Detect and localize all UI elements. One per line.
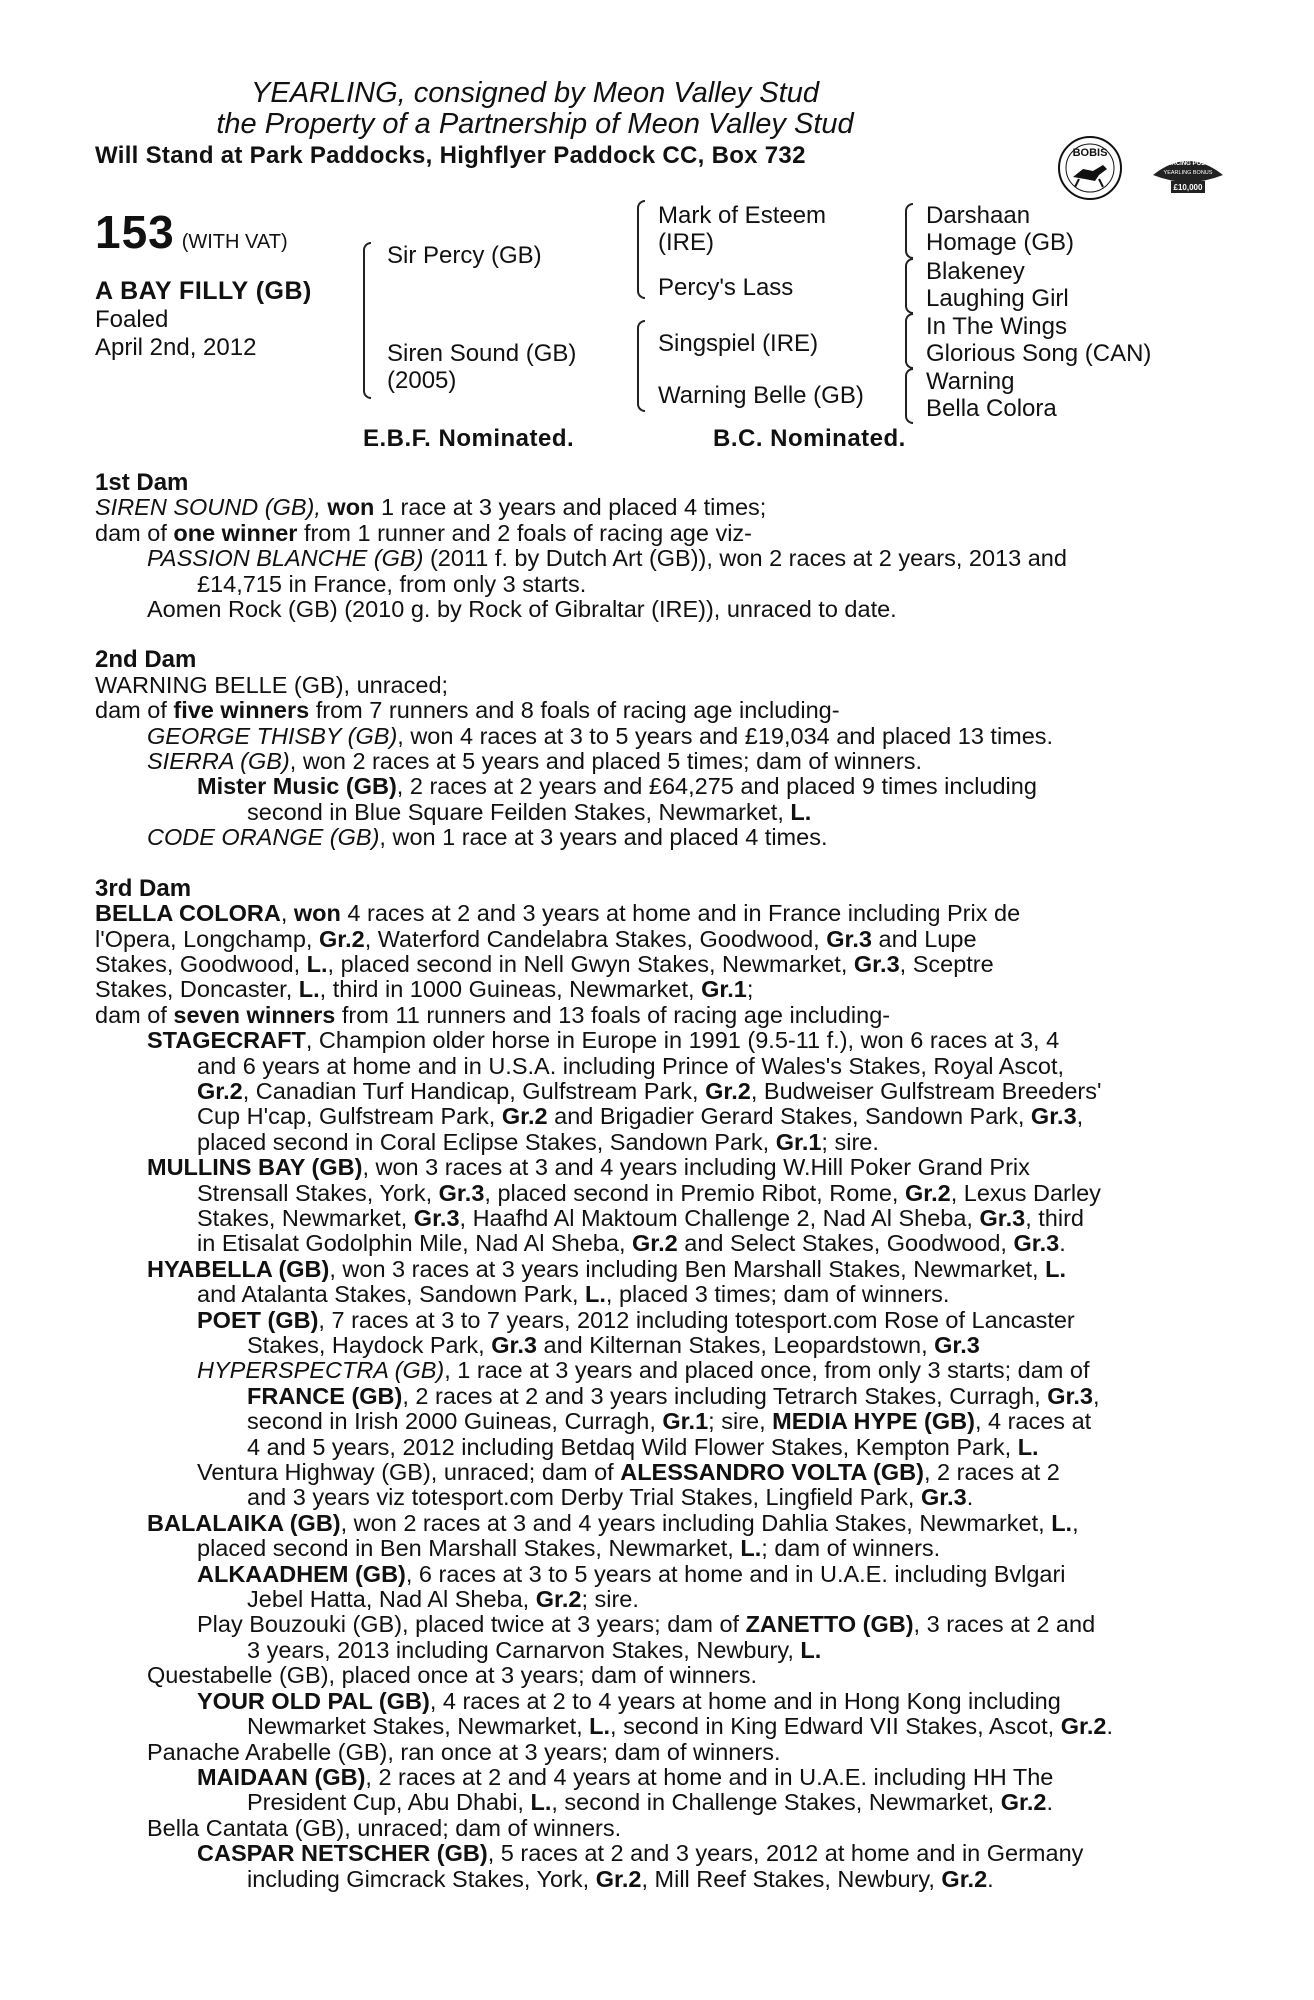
hyabella-1: HYABELLA (GB), won 3 races at 3 years including Ben Marshall Stakes, Newmarket, L. <box>147 1255 1066 1282</box>
mullins-bay-1: MULLINS BAY (GB), won 3 races at 3 and 4 years including W.Hill Poker Grand Prix <box>147 1154 1030 1181</box>
your-old-pal-1: YOUR OLD PAL (GB), 4 races at 2 to 4 years at home and in Hong Kong including <box>197 1687 1061 1714</box>
balalaika-1: BALALAIKA (GB), won 2 races at 3 and 4 years including Dahlia Stakes, Newmarket, L., <box>147 1509 1079 1536</box>
ebf-nominated: E.B.F. Nominated. <box>363 425 575 452</box>
stagecraft-5: placed second in Coral Eclipse Stakes, Sandown Park, Gr.1; sire. <box>197 1128 879 1155</box>
pedigree-g5: In The Wings <box>926 313 1067 340</box>
hyabella-2: and Atalanta Stakes, Sandown Park, L., placed 3 times; dam of winners. <box>197 1281 950 1308</box>
france-1: FRANCE (GB), 2 races at 2 and 3 years including Tetrarch Stakes, Curragh, Gr.3, <box>247 1382 1100 1409</box>
pedigree-g8: Bella Colora <box>926 395 1057 422</box>
stagecraft-2: and 6 years at home and in U.S.A. including Prince of Wales's Stakes, Royal Ascot, <box>197 1052 1065 1079</box>
pedigree-dam-sire: Singspiel (IRE) <box>658 330 819 357</box>
foaled-label: Foaled <box>95 306 169 333</box>
property-line: the Property of a Partnership of Meon Valley Stud <box>216 108 854 140</box>
poet-2: Stakes, Haydock Park, Gr.3 and Kilternan Stakes, Leopardstown, Gr.3 <box>247 1332 980 1358</box>
pedigree-brace-g34 <box>905 258 913 314</box>
second-dam-line-1: WARNING BELLE (GB), unraced; <box>95 671 449 698</box>
pedigree-brace-g12 <box>905 203 913 259</box>
third-dam-bc-3: Stakes, Goodwood, L., placed second in Nell Gwyn Stakes, Newmarket, Gr.3, Sceptre <box>95 950 994 977</box>
pedigree-g1: Darshaan <box>926 202 1031 229</box>
badge-yearling-bonus: YEARLING BONUS <box>1163 170 1213 176</box>
pedigree-g4: Laughing Girl <box>926 285 1069 312</box>
pedigree-g3: Blakeney <box>926 258 1025 285</box>
balalaika-2: placed second in Ben Marshall Stakes, Newmarket, L.; dam of winners. <box>197 1535 941 1562</box>
vat-note: (WITH VAT) <box>181 231 288 253</box>
poet-1: POET (GB), 7 races at 3 to 7 years, 2012 including totesport.com Rose of Lancaster <box>197 1306 1075 1333</box>
pedigree-sire-sire-1: Mark of Esteem <box>658 202 827 229</box>
header <box>95 78 1095 170</box>
pedigree-g6: Glorious Song (CAN) <box>926 340 1152 367</box>
third-dam-bc-1: BELLA COLORA, won 4 races at 2 and 3 years at home and in France including Prix de <box>95 900 1021 927</box>
third-dam-bc-2: l'Opera, Longchamp, Gr.2, Waterford Candelabra Stakes, Goodwood, Gr.3 and Lupe <box>95 925 977 952</box>
pedigree-sire-dam: Percy's Lass <box>658 274 794 301</box>
pedigree-brace-dam <box>637 320 645 412</box>
stagecraft-1: STAGECRAFT, Champion older horse in Europe in 1991 (9.5-11 f.), won 6 races at 3, 4 <box>147 1027 1060 1054</box>
alkaadhem-2: Jebel Hatta, Nad Al Sheba, Gr.2; sire. <box>247 1586 639 1613</box>
second-dam-heading: 2nd Dam <box>95 646 197 674</box>
bella-cantata: Bella Cantata (GB), unraced; dam of winners. <box>147 1814 622 1841</box>
maidaan-2: President Cup, Abu Dhabi, L., second in Challenge Stakes, Newmarket, Gr.2. <box>247 1789 1053 1816</box>
second-dam-line-5: Mister Music (GB), 2 races at 2 years and £64,275 and placed 9 times including <box>197 773 1037 800</box>
pedigree-g2: Homage (GB) <box>926 229 1075 256</box>
lot-info <box>95 205 312 362</box>
first-dam-line-4: £14,715 in France, from only 3 starts. <box>197 570 587 597</box>
pedigree-dam-dam: Warning Belle (GB) <box>658 382 864 409</box>
pedigree-dam-1: Siren Sound (GB) <box>387 340 577 367</box>
pedigree-dam-2: (2005) <box>387 367 457 394</box>
third-dam-bc-4: Stakes, Doncaster, L., third in 1000 Guineas, Newmarket, Gr.1; <box>95 976 754 1003</box>
badge-racing-post: RACING POST <box>1167 161 1209 167</box>
stagecraft-3: Gr.2, Canadian Turf Handicap, Gulfstream Park, Gr.2, Budweiser Gulfstream Breeders' <box>197 1077 1102 1104</box>
hyperspectra-1: HYPERSPECTRA (GB), 1 race at 3 years and placed once, from only 3 starts; dam of <box>197 1357 1090 1384</box>
pedigree-g7: Warning <box>926 368 1015 395</box>
mullins-bay-3: Stakes, Newmarket, Gr.3, Haafhd Al Maktoum Challenge 2, Nad Al Sheba, Gr.3, third <box>197 1204 1084 1231</box>
caspar-netscher-2: including Gimcrack Stakes, York, Gr.2, Mill Reef Stakes, Newbury, Gr.2. <box>247 1865 994 1892</box>
caspar-netscher-1: CASPAR NETSCHER (GB), 5 races at 2 and 3 years, 2012 at home and in Germany <box>197 1840 1084 1867</box>
pedigree-sire-sire-2: (IRE) <box>658 229 714 256</box>
play-bouzouki-1: Play Bouzouki (GB), placed twice at 3 years; dam of ZANETTO (GB), 3 races at 2 and <box>197 1611 1096 1638</box>
mullins-bay-2: Strensall Stakes, York, Gr.3, placed second in Premio Ribot, Rome, Gr.2, Lexus Darley <box>197 1179 1101 1206</box>
pedigree-sire: Sir Percy (GB) <box>387 242 542 269</box>
second-dam-line-4: SIERRA (GB), won 2 races at 5 years and placed 5 times; dam of winners. <box>147 748 922 775</box>
first-dam-line-2: dam of one winner from 1 runner and 2 foals of racing age viz- <box>95 519 752 546</box>
third-dam-damof: dam of seven winners from 11 runners and 13 foals of racing age including- <box>95 1001 891 1028</box>
france-3: 4 and 5 years, 2012 including Betdaq Wild Flower Stakes, Kempton Park, L. <box>247 1433 1039 1460</box>
questabelle: Questabelle (GB), placed once at 3 years; dam of winners. <box>147 1662 758 1689</box>
pedigree-body <box>95 470 1205 1892</box>
mullins-bay-4: in Etisalat Godolphin Mile, Nad Al Sheba, Gr.2 and Select Stakes, Goodwood, Gr.3. <box>197 1230 1066 1257</box>
pedigree-brace-g78 <box>905 368 913 424</box>
your-old-pal-2: Newmarket Stakes, Newmarket, L., second in King Edward VII Stakes, Ascot, Gr.2. <box>247 1713 1113 1740</box>
bobis-badge-icon <box>1055 133 1125 203</box>
badge-amount: £10,000 <box>1173 183 1203 192</box>
pedigree-brace-g56 <box>905 313 913 369</box>
yearling-bonus-badge-icon <box>1147 145 1229 201</box>
pedigree-brace-sire <box>637 200 645 299</box>
panache-arabelle: Panache Arabelle (GB), ran once at 3 years; dam of winners. <box>147 1738 781 1765</box>
second-dam-line-2: dam of five winners from 7 runners and 8 foals of racing age including- <box>95 697 840 724</box>
maidaan-1: MAIDAAN (GB), 2 races at 2 and 4 years at home and in U.A.E. including HH The <box>197 1763 1054 1790</box>
first-dam-line-5: Aomen Rock (GB) (2010 g. by Rock of Gibraltar (IRE)), unraced to date. <box>147 596 897 623</box>
bobis-badge-label: BOBIS <box>1072 147 1108 159</box>
third-dam-heading: 3rd Dam <box>95 874 192 902</box>
foaled-date: April 2nd, 2012 <box>95 334 257 361</box>
play-bouzouki-2: 3 years, 2013 including Carnarvon Stakes, Newbury, L. <box>247 1636 822 1663</box>
stagecraft-4: Cup H'cap, Gulfstream Park, Gr.2 and Brigadier Gerard Stakes, Sandown Park, Gr.3, <box>197 1103 1084 1130</box>
consignor-line: YEARLING, consigned by Meon Valley Stud <box>251 77 819 109</box>
stand-location: Will Stand at Park Paddocks, Highflyer Paddock CC, Box 732 <box>95 142 806 169</box>
second-dam-line-7: CODE ORANGE (GB), won 1 race at 3 years and placed 4 times. <box>147 824 828 851</box>
ventura-1: Ventura Highway (GB), unraced; dam of ALESSANDRO VOLTA (GB), 2 races at 2 <box>197 1459 1060 1486</box>
second-dam-line-3: GEORGE THISBY (GB), won 4 races at 3 to 5 years and £19,034 and placed 13 times. <box>147 722 1054 749</box>
second-dam-line-6: second in Blue Square Feilden Stakes, Newmarket, L. <box>247 798 812 825</box>
lot-number: 153 <box>95 206 175 258</box>
first-dam-heading: 1st Dam <box>95 469 189 496</box>
first-dam-line-1: SIREN SOUND (GB), won 1 race at 3 years and placed 4 times; <box>95 494 767 521</box>
france-2: second in Irish 2000 Guineas, Curragh, Gr.1; sire, MEDIA HYPE (GB), 4 races at <box>247 1408 1092 1435</box>
alkaadhem-1: ALKAADHEM (GB), 6 races at 3 to 5 years at home and in U.A.E. including Bvlgari <box>197 1560 1066 1587</box>
ventura-2: and 3 years viz totesport.com Derby Trial Stakes, Lingfield Park, Gr.3. <box>247 1484 974 1511</box>
lot-name: A BAY FILLY (GB) <box>95 277 312 305</box>
bc-nominated: B.C. Nominated. <box>713 425 906 452</box>
first-dam-line-3: PASSION BLANCHE (GB) (2011 f. by Dutch Art (GB)), won 2 races at 2 years, 2013 and <box>147 545 1067 572</box>
pedigree-brace-main <box>363 242 371 399</box>
